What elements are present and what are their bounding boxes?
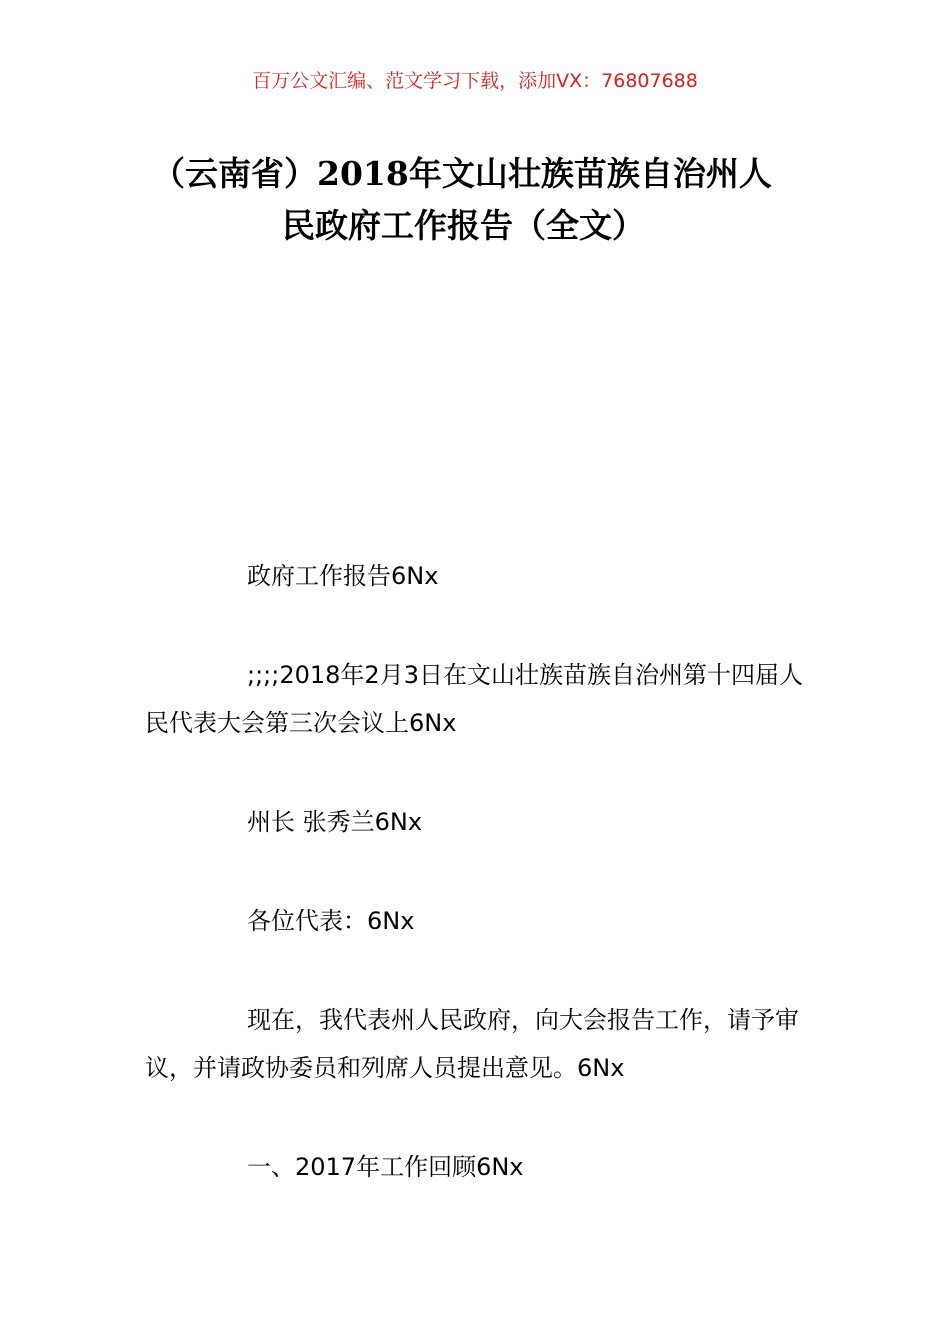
paragraph-report-label: 政府工作报告6Nx xyxy=(247,562,439,590)
section-heading-review: 一、2017年工作回顾6Nx xyxy=(247,1153,524,1181)
document-title-line-1: （云南省）2018年文山壮族苗族自治州人 xyxy=(152,154,772,193)
paragraph-salutation: 各位代表：6Nx xyxy=(247,907,415,935)
header-watermark-note: 百万公文汇编、范文学习下载，添加VX：76807688 xyxy=(252,70,698,92)
paragraph-speaker: 州长 张秀兰6Nx xyxy=(247,808,423,836)
document-title xyxy=(140,148,810,252)
document-title-line-2: 民政府工作报告（全文） xyxy=(282,206,645,245)
document-body xyxy=(145,552,810,1242)
paragraph-meeting-info: ;;;;2018年2月3日在文山壮族苗族自治州第十四届人民代表大会第三次会议上6Nx xyxy=(145,661,803,737)
paragraph-introduction: 现在，我代表州人民政府，向大会报告工作，请予审议，并请政协委员和列席人员提出意见。6Nx xyxy=(145,1006,799,1082)
